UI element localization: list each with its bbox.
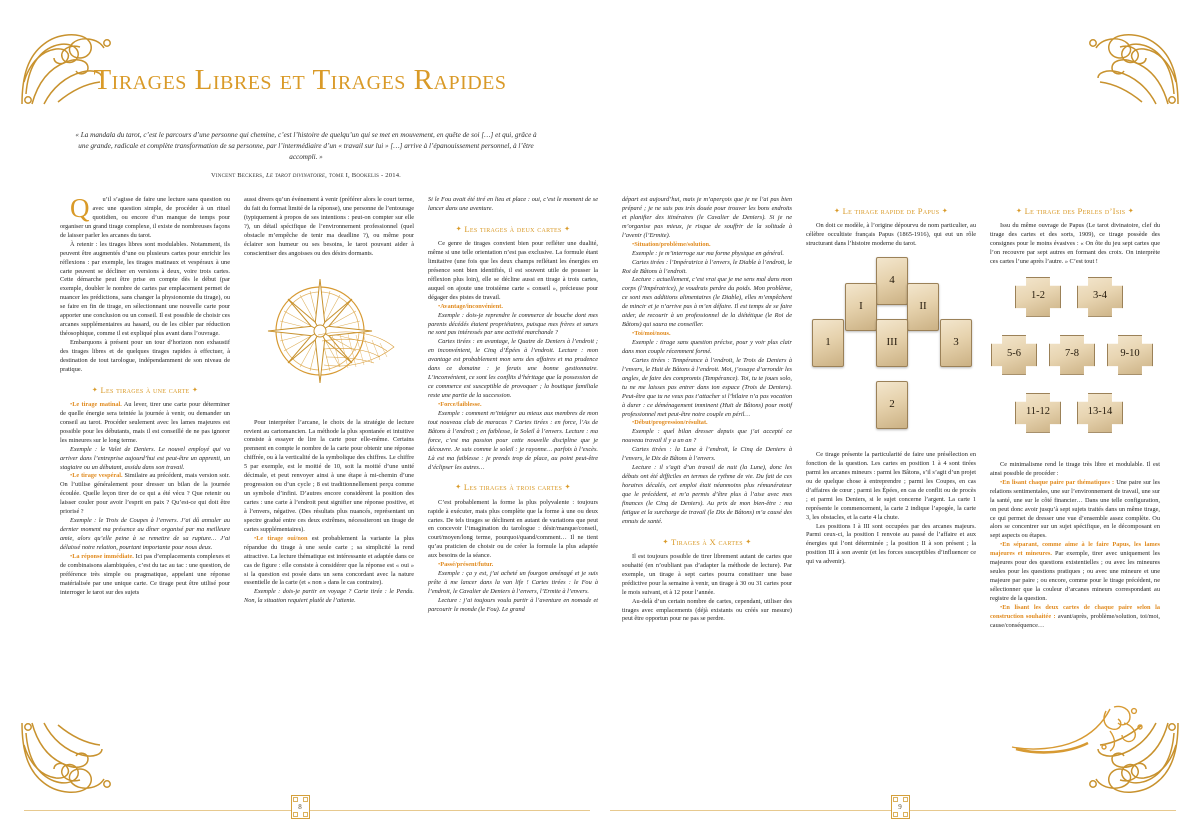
right-columns bbox=[622, 196, 1161, 777]
paragraph: Embarquons à présent pour un tour d’horizon non exhaustif des tirages libres et de quelques tirages rapides à effectuer, à destination de tout tarologue, indépendamment de son niveau de pratique. bbox=[60, 339, 230, 373]
section-heading-text: Les tirages à deux cartes bbox=[464, 223, 562, 234]
section-heading bbox=[60, 384, 230, 396]
example-paragraph: Exemple : le Trois de Coupes à l’envers. J’ai dû annuler au dernier moment ma présence au dîner organisé par ma meilleure amie, alors qu’elle peine à se remettre de sa rupture… J’ai délaissé notre relation, pourtant importante pour nous deux. bbox=[60, 517, 230, 551]
paragraph: Les positions I à III sont occupées par des arcanes majeurs. Parmi ceux-ci, la position I renvoie au passé de l’affaire et aux énergies qui l’ont déterminée ; la position II à son présent ; la position III à son avenir (et les forces susceptibles d’influencer ce qui va advenir). bbox=[806, 522, 976, 566]
example-paragraph: Cartes tirées : la Lune à l’endroit, le Cinq de Deniers à l’envers, le Dix de Bâtons à l’envers. bbox=[622, 446, 792, 463]
paragraph: C’est probablement la forme la plus polyvalente : toujours rapide à exécuter, mais plus complète que la forme à une ou deux cartes. De tels tirages se déclinent en autant de variations que peut en concevoir l’imagination du tarologue : désir/manque/conseil, court/moyen/long terme, pourquoi/quand/comment… Il ne tient qu’au praticien de choisir ou de créer la formule la plus adaptée aux besoins de la séance. bbox=[428, 498, 598, 560]
diamond-icon: ✦ bbox=[455, 224, 462, 233]
bullet-icon: • bbox=[70, 400, 73, 408]
diamond-icon: ✦ bbox=[191, 385, 199, 394]
diamond-icon: ✦ bbox=[564, 224, 571, 233]
subhead: Le tirage matinal. bbox=[72, 400, 122, 408]
page-number-value: 9 bbox=[898, 803, 902, 811]
paragraph: Ce tirage présente la particularité de faire une présélection en fonction de la question. Les cartes en position 1 à 4 sont tirées parmi les arcanes mineurs : parmi les Bâtons, s’il s’agit d’un projet ou de quelque chose à entreprendre ; parmi les Coupes, en cas d’affaires de cœur ; parmi les Épées, en cas de conflit ou de procès ; et parmi les Deniers, si le sujet concerne l’argent. La carte 1 représente le commencement, la carte 2 indique l’apogée, la carte 3, les obstacles, et la carte 4 la chute. bbox=[806, 451, 976, 521]
card-pair-label: 1-2 bbox=[1031, 290, 1045, 302]
epigraph-attribution bbox=[70, 172, 542, 179]
example-paragraph: Exemple : tirage sans question précise, pour y voir plus clair dans mon couple récemment formé. bbox=[622, 339, 792, 355]
page-number-value: 8 bbox=[298, 803, 302, 811]
section-heading-text: Les tirages à une carte bbox=[100, 384, 190, 395]
attribution-author: Vincent Beckers, bbox=[210, 172, 265, 179]
left-column-1 bbox=[60, 193, 231, 777]
right-column-3 bbox=[990, 196, 1160, 777]
bullet-icon: • bbox=[632, 330, 635, 338]
section-heading bbox=[806, 205, 976, 217]
paragraph bbox=[622, 330, 792, 339]
section-heading-text: Le tirage rapide de Papus bbox=[842, 206, 940, 216]
right-column-1 bbox=[622, 196, 792, 777]
page-number-badge bbox=[291, 795, 310, 819]
paragraph: Il est toujours possible de tirer librement autant de cartes que souhaité (en n’oubliant pas d’adapter la méthode de lecture). Par exemple, un tirage à sept cartes pourra constituer une base prédictive pour la semaine à venir, un tirage à 30 ou 31 cartes pour le mois suivant, et à 12 pour l’année. bbox=[622, 552, 792, 596]
paragraph-text: u’il s’agisse de faire une lecture sans question ou avec une question simple, de procéder à un rituel quotidien, ou encore d’un manque de temps pour organiser un grand tirage complexe, il existe de nombreuses façons de laisser parler les arcanes du tarot. bbox=[60, 196, 230, 239]
bullet-icon: • bbox=[438, 400, 441, 408]
paragraph: Issu du même ouvrage de Papus (Le tarot divinatoire, clef du tirage des cartes et des sorts, 1909), ce tirage possède des consignes pour le moins évasives : « On ôte du jeu sept cartes que l’on recouvre par sept autres en formant des croix. On interprète ces cartes l’une après l’autre. » C’est tout ! bbox=[990, 222, 1160, 265]
section-heading-text: Les tirages à trois cartes bbox=[463, 482, 563, 493]
diamond-icon: ✦ bbox=[662, 537, 669, 546]
papus-spread-diagram bbox=[807, 257, 975, 447]
subhead: En séparant, comme aime à le faire Papus, les lames majeures et mineures. bbox=[990, 541, 1160, 558]
paragraph-text: Au lever, tirer une carte pour déterminer de quelle énergie sera teintée la journée à venir, ou demander un conseil au tarot. Procéder seulement avec les lames majeures est possible pour les débutants, mais il est conseillé de ne pas ignorer les mineures sur le long terme. bbox=[60, 400, 230, 444]
tarot-card-pair bbox=[1015, 277, 1061, 317]
tarot-card: 1 bbox=[812, 319, 844, 367]
attribution-work: Le tarot divinatoire, bbox=[265, 172, 328, 179]
paragraph-text: est probablement la variante la plus répandue du tirage à une seule carte ; sa simplicité la rend attractive. La lecture thématique est intéressante et adaptée dans ce cas de figure : elle consiste à considérer que la réponse est « oui » si la question est posée dans un sens concordant avec la nature essentielle de la carte (et « non » dans le cas contraire). bbox=[244, 534, 414, 587]
card-pair-label: 7-8 bbox=[1065, 348, 1079, 360]
tarot-card: III bbox=[876, 319, 908, 367]
drop-cap: Q bbox=[70, 193, 90, 223]
bullet-icon: • bbox=[1000, 478, 1003, 486]
corner-flourish-icon bbox=[1078, 16, 1182, 108]
bullet-icon: • bbox=[254, 534, 257, 542]
paragraph bbox=[60, 193, 230, 241]
right-column-2 bbox=[806, 196, 976, 777]
section-heading bbox=[622, 536, 792, 548]
example-paragraph: Exemple : ça y est, j’ai acheté un fourgon aménagé et je suis prête à me lancer dans la van life ! Cartes tirées : le Fou à l’endroit, le Cavalier de Deniers à l’envers, l’Ermite à l’envers. bbox=[428, 570, 598, 596]
page-title bbox=[0, 64, 600, 97]
example-paragraph: Exemple : le Valet de Deniers. Le nouvel employé qui va arriver dans l’entreprise aujourd’hui est peut-être un apprenti, un stagiaire ou un débutant, assidu dans son travail. bbox=[60, 445, 230, 471]
paragraph-text: Par exemple, tirer avec uniquement les majeures pour des questions existentielles ; ou avec les mineures seules pour les questions pratiques ; ou avec une mineure et une majeure par paire ; ou encore, comme pour le tirage précédent, ne sélectionner que la couleur d’arcanes mineurs correspondant au registre de la question. bbox=[990, 550, 1160, 602]
tarot-card: 3 bbox=[940, 319, 972, 367]
attribution-rest: tome I, Bookelis - 2014. bbox=[328, 172, 402, 179]
tarot-card-pair bbox=[1107, 335, 1153, 375]
subhead: En lisant chaque paire par thématiques : bbox=[1002, 478, 1115, 486]
diamond-icon: ✦ bbox=[1015, 207, 1023, 215]
paragraph: Au-delà d’un certain nombre de cartes, cependant, utiliser des tirages avec emplacements (déjà existants ou créés sur mesure) peut être opportun pour ne pas se perdre. bbox=[622, 597, 792, 623]
left-column-3 bbox=[428, 196, 598, 777]
diamond-icon: ✦ bbox=[455, 483, 462, 492]
section-heading-text: Tirages à X cartes bbox=[670, 536, 743, 547]
tarot-card-pair bbox=[1015, 393, 1061, 433]
subhead: Situation/problème/solution. bbox=[634, 240, 711, 248]
paragraph bbox=[990, 479, 1160, 542]
example-paragraph: Cartes tirées : l’Impératrice à l’envers, le Diable à l’endroit, le Roi de Bâtons à l’endroit. bbox=[622, 258, 792, 275]
tarot-card: 2 bbox=[876, 381, 908, 429]
card-pair-label: 9-10 bbox=[1120, 348, 1140, 360]
section-heading bbox=[428, 223, 598, 235]
paragraph bbox=[990, 604, 1160, 631]
bullet-icon: • bbox=[1000, 603, 1003, 611]
paragraph: Ce minimalisme rend le tirage très libre et modulable. Il est ainsi possible de procéder : bbox=[990, 460, 1160, 477]
card-pair-label: 5-6 bbox=[1007, 348, 1021, 360]
example-paragraph: Exemple : quel bilan dresser depuis que j’ai accepté ce nouveau travail il y a un an ? bbox=[622, 428, 792, 445]
example-paragraph: Si le Fou avait été tiré en lieu et place : oui, c’est le moment de se lancer dans une aventure. bbox=[428, 196, 598, 212]
card-pair-label: 3-4 bbox=[1093, 290, 1107, 302]
paragraph: À retenir : les tirages libres sont modulables. Notamment, ils peuvent être augmentés d’une ou plusieurs cartes pour enrichir les réflexions : par exemple, les tirages matinaux et vespéraux à une carte peuvent se décliner en versions à deux, voire trois cartes. Cette démarche peut être prise en compte dès le début (par exemple, doubler le nombre de cartes par emplacement permet de nuancer les prédictions, sans changer la physionomie du tirage), ou se faire en fin de tirage, en sélectionnant une nouvelle carte pour apporter une conclusion ou un conseil. Il est possible de choisir ces arcanes supplémentaires au hasard, ou de les cibler par réduction théosophique, comme il est expliqué plus avant dans l’ouvrage. bbox=[60, 240, 230, 338]
subhead: Force/faiblesse. bbox=[440, 400, 482, 408]
paragraph: aussi divers qu’un événement à venir (préférer alors le court terme, du fait du format limité de la réponse), une personne de l’entourage (typiquement à propos de ses intentions : peut-on compter sur elle ?), un détail spécifique de l’environnement professionnel (quel obstacle m’empêche de tenir ma deadline ?), ou même pour éclairer son humeur ou ses besoins, le tarot pouvant aider à conscientiser des angoisses ou des désirs dormants. bbox=[244, 196, 414, 257]
example-paragraph: Exemple : je m’interroge sur ma forme physique en général. bbox=[632, 249, 784, 257]
card-pair-label: 13-14 bbox=[1087, 406, 1113, 418]
page-number-left bbox=[0, 795, 600, 819]
example-paragraph: Cartes tirées : Tempérance à l’endroit, le Trois de Deniers à l’envers, le Huit de Bâtons à l’endroit. Moi, j’essaye d’arrondir les angles, de faire des compromis (Tempérance). Toi, tu te joues solo, tu ne me laisses pas entrer dans ton espace (Trois de Deniers). Peut-être que tu ne veux pas t’attacher si l’hilaire n’a pas vocation à durer : ce déménagement imminent (Huit de Bâtons) pour motif professionnel met peut-être notre couple en péril… bbox=[622, 356, 792, 418]
bullet-icon: • bbox=[70, 472, 73, 480]
example-paragraph: Exemple : dois-je reprendre le commerce de bouche dont mes parents décédés étaient propriétaires, puisque mes frères et sœurs ne sont pas intéressés par une activité marchande ? bbox=[428, 311, 598, 337]
diamond-icon: ✦ bbox=[91, 385, 99, 394]
subhead: Début/progression/résultat. bbox=[634, 419, 708, 427]
subhead: Avantage/inconvénient. bbox=[440, 302, 503, 310]
example-paragraph: Cartes tirées : en avantage, le Quatre de Deniers à l’endroit ; en inconvénient, le Cinq d’Épées à l’endroit. Lecture : mon avantage est probablement mon sens des affaires et ma prudence dans ce domaine : je ferais une bonne gestionnaire. L’inconvénient, ce sont les conflits d’héritage que la possession de ce commerce est susceptible de provoquer ; la boutique familiale reste une partie de la succession. bbox=[428, 338, 598, 400]
subhead: La réponse immédiate. bbox=[72, 552, 134, 560]
paragraph bbox=[622, 419, 792, 428]
epigraph: « La mandala du tarot, c’est le parcours d’une personne qui chemine, c’est l’histoire de quelqu’un qui se met en mouvement, en quête de soi […] et qui, grâce à une grande, radicale et complète transformation de sa personne, par l’intermédiaire d’un « travail sur lui » […] arrive à l’épanouissement personnel, à l’être accompli. » bbox=[75, 131, 537, 162]
tarot-card-pair bbox=[1077, 277, 1123, 317]
example-paragraph: Lecture : il s’agit d’un travail de nuit (la Lune), donc les débuts ont été difficiles en termes de rythme de vie. Du fait de ces horaires décalés, cet emploi était néanmoins plus rémunérateur que le précédent, et m’a permis d’être plus à l’aise avec mes finances (le Cinq de Deniers). Au prix de mon bien-être : ma fatigue et la surcharge de travail (le Dix de Bâtons) m’a causé des ennuis de santé. bbox=[622, 464, 792, 525]
paragraph bbox=[244, 535, 414, 589]
section-heading bbox=[990, 205, 1160, 217]
tarot-card-pair bbox=[1049, 335, 1095, 375]
tarot-card: II bbox=[907, 283, 939, 331]
diamond-icon: ✦ bbox=[564, 483, 571, 492]
section-heading bbox=[428, 481, 598, 493]
paragraph bbox=[428, 561, 598, 570]
subhead: Passé/présent/futur. bbox=[440, 561, 494, 569]
subhead: Le tirage oui/non bbox=[256, 534, 308, 542]
diamond-icon: ✦ bbox=[833, 207, 841, 215]
paragraph-text: Similaire au précédent, mais version soir. On l’utilise généralement pour dresser un bilan de la journée écoulée. Quelle leçon tirer de ce qui a été vécu ? Que retenir ou laisser couler pour avoir l’esprit en paix ? Qu’est-ce qui doit être priorisé ? bbox=[60, 472, 231, 516]
right-page bbox=[600, 0, 1200, 827]
tarot-card-pair bbox=[1077, 393, 1123, 433]
example-paragraph: Exemple : dois-je partir en voyage ? Carte tirée : le Pendu. Non, la situation requiert plutôt de l’attente. bbox=[244, 588, 414, 605]
section-heading-text: Le tirage des Perles d’Isis bbox=[1024, 206, 1126, 216]
page-number-badge bbox=[891, 795, 910, 819]
left-columns bbox=[60, 193, 598, 777]
diamond-icon: ✦ bbox=[745, 537, 752, 546]
paragraph bbox=[60, 553, 230, 598]
example-paragraph: Lecture : j’ai toujours voulu partir à l’aventure en nomade et parcourir le monde (le Fou). Le grand bbox=[428, 596, 598, 613]
bullet-icon: • bbox=[1000, 541, 1003, 549]
isis-spread-diagram bbox=[991, 277, 1159, 457]
compass-rose-illustration bbox=[254, 269, 404, 409]
diamond-icon: ✦ bbox=[1127, 207, 1135, 215]
subhead: En lisant les deux cartes de chaque paire selon la construction souhaitée : bbox=[990, 603, 1160, 620]
paragraph-text: Une paire sur les relations sentimentales, une sur l’environnement de travail, une sur la santé, une sur le côté financier… Dans une telle configuration, on peut donc avoir jusqu’à sept sujets traités dans un même tirage, ce qui permet de dresser une vue d’ensemble assez complète. Ou alors se concentrer sur un sujet spécifique, en le décomposant en sept aspects ou étapes. bbox=[990, 478, 1161, 540]
paragraph-text: avant/après, problème/solution, toi/moi, cause/conséquence… bbox=[990, 612, 1161, 629]
paragraph bbox=[428, 401, 598, 410]
tarot-card: I bbox=[845, 283, 877, 331]
page-title-text: Tirages Libres et Tirages Rapides bbox=[93, 64, 507, 96]
left-column-2 bbox=[244, 196, 414, 777]
paragraph-text: Ici pas d’emplacements complexes et de combinaisons alambiquées, c’est du tac au tac : une question, de préférence très simple ou pragmatique, appelant une réponse matérialisée par une unique carte. Ce tirage peut être utilisé pour interroger le tarot sur des sujets bbox=[60, 552, 231, 596]
paragraph bbox=[60, 401, 230, 446]
paragraph: Pour interpréter l’arcane, le choix de la stratégie de lecture revient au cartomancien. La méthode la plus spontanée et intuitive consiste à essayer de lire la carte pour elle-même. Certains prennent en compte le nombre de la carte pour obtenir une réponse chiffrée, ou à la verticalité de la symbolique des chiffres. Le chiffre 5 par exemple, est le moitié de 10, soit la moitié d’une unité décimale, et peut renvoyer ainsi à une étape à mi-chemin d’une progression ou d’un cycle ; 8 est traditionnellement perçu comme un symbole d’infini. D’autres encore considèrent la position des cartes : une carte à l’endroit peut signifier une réponse positive, et à l’envers, négative. (Des résultats plus nuancés, représentant un spectre gradué entre ces deux extrêmes, nécessiteront un tirage de cartes supplémentaires). bbox=[244, 418, 414, 533]
subhead: Le tirage vespéral. bbox=[72, 472, 123, 480]
tarot-card: 4 bbox=[876, 257, 908, 305]
example-paragraph: Lecture : actuellement, c’est vrai que je me sens mal dans mon corps (l’Impératrice), je voudrais perdre du poids. Mon problème, ce sont mes additions alimentaires (le Diable), elles m’empêchent de mincir et je n’arrive pas à m’en défaire. Il est temps de se faire aider, de recourir à un professionnel de la diététique (le Roi de Bâtons) qui saura me conseiller. bbox=[622, 276, 792, 329]
bullet-icon: • bbox=[632, 240, 635, 248]
page-number-right bbox=[600, 795, 1200, 819]
paragraph bbox=[622, 241, 792, 250]
paragraph bbox=[60, 472, 230, 517]
card-pair-label: 11-12 bbox=[1025, 406, 1051, 418]
bullet-icon: • bbox=[632, 419, 635, 427]
floral-flourish-icon bbox=[1006, 701, 1146, 763]
tarot-card-pair bbox=[991, 335, 1037, 375]
diamond-icon: ✦ bbox=[941, 207, 949, 215]
bullet-icon: • bbox=[438, 561, 441, 569]
bullet-icon: • bbox=[438, 302, 441, 310]
example-paragraph: départ est aujourd’hui, mais je m’aperçois que je ne l’ai pas bien préparé ; je ne suis pas très douée pour trouver les bons endroits et planifier des itinéraires (le Cavalier de Deniers). Si je ne m’organise pas mieux, je risque de souffrir de la solitude à l’avenir (l’Ermite). bbox=[622, 196, 792, 239]
paragraph bbox=[428, 303, 598, 312]
subhead: Toi/moi/nous. bbox=[634, 330, 671, 338]
bullet-icon: • bbox=[70, 552, 73, 560]
example-paragraph: Exemple : comment m’intégrer au mieux aux membres de mon tout nouveau club de maracas ? Cartes tirées : en force, l’As de Bâtons à l’endroit ; en faiblesse, le Soleil à l’envers. Lecture : ma force, c’est ma passion pour cette nouvelle discipline que je découvre. Je suis comme le soleil : je rayonne… parfois à l’excès. Là est ma faiblesse : je prends trop de place, au point peut-être d’éclipser les autres… bbox=[428, 409, 598, 471]
paragraph: On doit ce modèle, à l’origine dépourvu de nom particulier, au célèbre occultiste français Papus (1865-1916), qui eut un rôle structurant dans l’histoire moderne du tarot. bbox=[806, 222, 976, 248]
paragraph: Ce genre de tirages convient bien pour refléter une dualité, même si une telle orientation n’est pas exclusive. La formule étant limitative (une fois que les deux champs reflétant les énergies en présence sont bien identifiés, il est souvent utile de pousser la réflexion plus loin), elle se décline aussi en tirage à trois cartes, auquel on ajoute une troisième carte « conseil », précieuse pour dégager des pistes de travail. bbox=[428, 240, 598, 301]
paragraph bbox=[990, 541, 1160, 604]
